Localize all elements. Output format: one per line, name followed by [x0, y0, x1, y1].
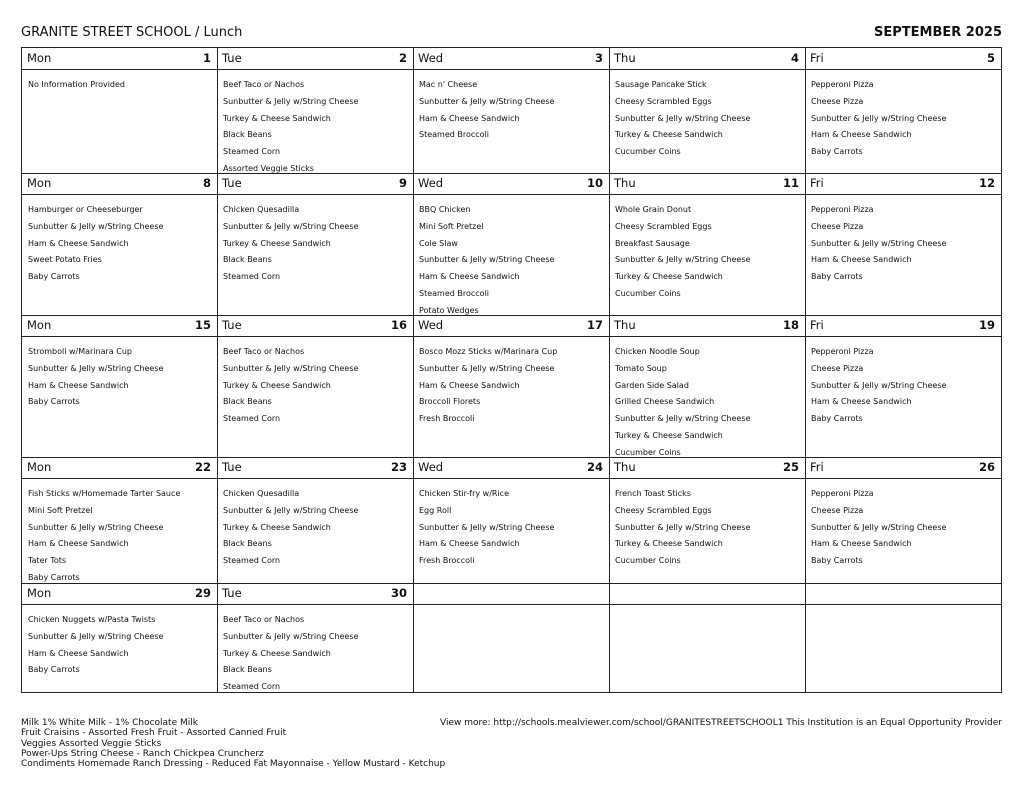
menu-item: Ham & Cheese Sandwich — [811, 397, 912, 407]
day-header — [609, 173, 805, 195]
menu-item: Chicken Noodle Soup — [615, 347, 700, 356]
menu-item: Sunbutter & Jelly w/String Cheese — [419, 255, 555, 265]
empty-cell — [805, 583, 1002, 693]
menu-item: Turkey & Cheese Sandwich — [223, 113, 331, 123]
day-header — [217, 457, 413, 479]
day-of-week: Mon — [27, 586, 52, 600]
menu-list — [609, 337, 805, 458]
day-header — [805, 173, 1001, 195]
day-header — [413, 457, 609, 479]
menu-item: Mini Soft Pretzel — [419, 221, 484, 231]
day-cell — [609, 47, 806, 174]
menu-item: Sunbutter & Jelly w/String Cheese — [419, 522, 555, 532]
menu-item: Turkey & Cheese Sandwich — [223, 648, 331, 658]
menu-item: Ham & Cheese Sandwich — [811, 255, 912, 265]
day-cell — [413, 315, 610, 458]
menu-item: Sunbutter & Jelly w/String Cheese — [223, 505, 359, 515]
menu-list — [22, 479, 217, 584]
menu-item: Pepperoni Pizza — [811, 80, 874, 89]
menu-item: Ham & Cheese Sandwich — [811, 130, 912, 140]
day-number: 25 — [782, 460, 799, 474]
footer-line: Veggies Assorted Veggie Sticks — [21, 738, 162, 749]
menu-item: Sunbutter & Jelly w/String Cheese — [811, 522, 947, 532]
empty-cell — [413, 583, 610, 693]
menu-item: Sunbutter & Jelly w/String Cheese — [223, 96, 359, 106]
menu-list — [805, 479, 1001, 570]
menu-item: Ham & Cheese Sandwich — [419, 539, 520, 549]
menu-item: Cheese Pizza — [811, 221, 864, 231]
menu-list — [217, 605, 413, 693]
menu-item: Sunbutter & Jelly w/String Cheese — [419, 96, 555, 106]
day-of-week: Mon — [27, 460, 52, 474]
menu-item: Cole Slaw — [419, 238, 458, 248]
menu-list — [413, 195, 609, 316]
day-of-week: Tue — [222, 586, 242, 600]
menu-item: Sunbutter & Jelly w/String Cheese — [615, 522, 751, 532]
menu-item: Ham & Cheese Sandwich — [419, 380, 520, 390]
day-header — [22, 583, 217, 605]
day-of-week: Mon — [27, 176, 52, 190]
day-number: 16 — [390, 318, 407, 332]
day-cell — [805, 457, 1002, 584]
day-cell — [217, 315, 414, 458]
day-cell — [21, 583, 218, 693]
menu-list — [805, 70, 1001, 161]
day-cell — [805, 47, 1002, 174]
menu-item: Sunbutter & Jelly w/String Cheese — [223, 631, 359, 641]
footer-line: Power-Ups String Cheese - Ranch Chickpea Cruncherz — [21, 748, 264, 759]
menu-item: Sunbutter & Jelly w/String Cheese — [223, 221, 359, 231]
day-header — [22, 315, 217, 337]
day-number: 1 — [202, 51, 211, 65]
menu-item: Cucumber Coins — [615, 447, 681, 457]
menu-list — [413, 70, 609, 144]
footer-line: Milk 1% White Milk - 1% Chocolate Milk — [21, 718, 198, 728]
menu-list — [22, 337, 217, 411]
menu-item: Turkey & Cheese Sandwich — [615, 430, 723, 440]
day-number: 19 — [978, 318, 995, 332]
menu-item: Black Beans — [223, 397, 272, 407]
day-header — [413, 173, 609, 195]
menu-item: Sausage Pancake Stick — [615, 80, 707, 89]
menu-item: Baby Carrots — [28, 572, 80, 582]
menu-item: Cheesy Scrambled Eggs — [615, 96, 712, 106]
menu-item: Assorted Veggie Sticks — [223, 163, 314, 173]
day-cell — [217, 583, 414, 693]
menu-item: Turkey & Cheese Sandwich — [615, 130, 723, 140]
day-number: 8 — [202, 176, 211, 190]
menu-item: Sunbutter & Jelly w/String Cheese — [28, 363, 164, 373]
menu-item: Pepperoni Pizza — [811, 347, 874, 356]
menu-list — [609, 70, 805, 161]
menu-item: Cucumber Coins — [615, 288, 681, 298]
day-of-week: Wed — [418, 51, 444, 65]
day-cell — [413, 47, 610, 174]
day-header — [413, 48, 609, 70]
day-of-week: Thu — [614, 51, 636, 65]
day-header — [805, 48, 1001, 70]
menu-item: No Information Provided — [28, 80, 125, 89]
day-of-week: Thu — [614, 318, 636, 332]
menu-item: Turkey & Cheese Sandwich — [615, 272, 723, 282]
menu-item: Sunbutter & Jelly w/String Cheese — [615, 414, 751, 424]
menu-item: Bosco Mozz Sticks w/Marinara Cup — [419, 347, 558, 356]
day-of-week: Wed — [418, 318, 444, 332]
day-header — [609, 457, 805, 479]
menu-item: Egg Roll — [419, 505, 452, 515]
menu-item: Sunbutter & Jelly w/String Cheese — [223, 363, 359, 373]
day-cell — [21, 173, 218, 316]
menu-item: Turkey & Cheese Sandwich — [223, 522, 331, 532]
menu-item: Turkey & Cheese Sandwich — [615, 539, 723, 549]
menu-item: Mini Soft Pretzel — [28, 505, 93, 515]
menu-list — [413, 337, 609, 428]
menu-item: Fresh Broccoli — [419, 556, 475, 566]
view-more-link[interactable]: View more: http://schools.mealviewer.com/school/GRANITESTREETSCHOOL1 This Institution is an Equal Opportunity Provider — [439, 718, 1002, 728]
menu-list — [22, 195, 217, 286]
day-number: 17 — [586, 318, 603, 332]
day-number: 26 — [978, 460, 995, 474]
menu-item: Cucumber Coins — [615, 147, 681, 157]
menu-item: Whole Grain Donut — [615, 205, 692, 214]
menu-item: Ham & Cheese Sandwich — [28, 380, 129, 390]
menu-item: Cheesy Scrambled Eggs — [615, 221, 712, 231]
footer-legend — [21, 718, 445, 769]
menu-item: Broccoli Florets — [419, 397, 481, 407]
menu-item: Beef Taco or Nachos — [223, 80, 305, 89]
menu-item: Sunbutter & Jelly w/String Cheese — [811, 380, 947, 390]
day-of-week: Wed — [418, 176, 444, 190]
menu-item: Black Beans — [223, 665, 272, 675]
day-header — [805, 315, 1001, 337]
menu-item: Beef Taco or Nachos — [223, 347, 305, 356]
menu-item: Cheesy Scrambled Eggs — [615, 505, 712, 515]
menu-item: Tater Tots — [28, 556, 67, 566]
day-cell — [21, 47, 218, 174]
day-header — [217, 583, 413, 605]
menu-item: Cheese Pizza — [811, 505, 864, 515]
day-of-week: Thu — [614, 176, 636, 190]
menu-item: Cucumber Coins — [615, 556, 681, 566]
day-header — [217, 48, 413, 70]
menu-list — [609, 195, 805, 303]
day-cell — [609, 457, 806, 584]
menu-item: Turkey & Cheese Sandwich — [223, 238, 331, 248]
day-header — [217, 315, 413, 337]
day-number: 30 — [390, 586, 407, 600]
menu-item: Ham & Cheese Sandwich — [28, 238, 129, 248]
empty-header — [805, 583, 1001, 605]
day-cell — [805, 173, 1002, 316]
menu-item: Baby Carrots — [28, 665, 80, 675]
empty-header — [413, 583, 609, 605]
day-of-week: Fri — [810, 51, 824, 65]
day-header — [609, 315, 805, 337]
day-of-week: Mon — [27, 51, 52, 65]
menu-item: Cheese Pizza — [811, 96, 864, 106]
menu-list — [805, 337, 1001, 428]
menu-item: Baby Carrots — [28, 272, 80, 282]
menu-item: French Toast Sticks — [615, 489, 691, 498]
menu-item: Baby Carrots — [811, 556, 863, 566]
menu-item: Mac n' Cheese — [419, 80, 478, 89]
menu-item: Chicken Quesadilla — [223, 205, 300, 214]
day-number: 24 — [586, 460, 603, 474]
empty-cell — [609, 583, 806, 693]
menu-item: Pepperoni Pizza — [811, 489, 874, 498]
day-number: 9 — [398, 176, 407, 190]
menu-item: Black Beans — [223, 255, 272, 265]
school-title: GRANITE STREET SCHOOL / Lunch — [21, 25, 243, 40]
day-cell — [805, 315, 1002, 458]
day-header — [217, 173, 413, 195]
menu-item: Sunbutter & Jelly w/String Cheese — [28, 631, 164, 641]
menu-item: Ham & Cheese Sandwich — [419, 272, 520, 282]
menu-item: Cheese Pizza — [811, 363, 864, 373]
day-of-week: Tue — [222, 460, 242, 474]
day-number: 10 — [586, 176, 603, 190]
month-title: SEPTEMBER 2025 — [874, 25, 1002, 40]
footer-line: Fruit Craisins - Assorted Fresh Fruit - Assorted Canned Fruit — [21, 728, 287, 739]
day-of-week: Fri — [810, 176, 824, 190]
menu-item: Sunbutter & Jelly w/String Cheese — [615, 255, 751, 265]
day-number: 11 — [782, 176, 799, 190]
day-cell — [217, 47, 414, 174]
menu-item: Steamed Broccoli — [419, 288, 490, 298]
menu-list — [805, 195, 1001, 286]
day-cell — [609, 315, 806, 458]
menu-item: Black Beans — [223, 130, 272, 140]
day-of-week: Mon — [27, 318, 52, 332]
menu-item: Chicken Stir-fry w/Rice — [419, 489, 509, 498]
menu-item: Ham & Cheese Sandwich — [28, 648, 129, 658]
day-of-week: Fri — [810, 460, 824, 474]
day-cell — [413, 173, 610, 316]
menu-item: Sunbutter & Jelly w/String Cheese — [811, 238, 947, 248]
menu-item: Sunbutter & Jelly w/String Cheese — [28, 221, 164, 231]
menu-item: Pepperoni Pizza — [811, 205, 874, 214]
menu-item: Steamed Corn — [223, 147, 281, 157]
menu-item: Steamed Corn — [223, 556, 281, 566]
menu-list — [22, 605, 217, 679]
day-number: 2 — [398, 51, 407, 65]
menu-list — [22, 70, 217, 94]
menu-item: Hamburger or Cheeseburger — [28, 205, 143, 214]
day-cell — [413, 457, 610, 584]
day-of-week: Wed — [418, 460, 444, 474]
day-of-week: Fri — [810, 318, 824, 332]
menu-item: Baby Carrots — [28, 397, 80, 407]
menu-list — [609, 479, 805, 570]
menu-list — [217, 479, 413, 570]
day-number: 29 — [194, 586, 211, 600]
menu-item: Baby Carrots — [811, 272, 863, 282]
day-header — [22, 457, 217, 479]
day-of-week: Tue — [222, 318, 242, 332]
menu-list — [217, 195, 413, 286]
menu-item: Steamed Corn — [223, 682, 281, 692]
footer-line: Condiments Homemade Ranch Dressing - Reduced Fat Mayonnaise - Yellow Mustard - Ketchup — [21, 759, 446, 770]
day-of-week: Tue — [222, 51, 242, 65]
menu-item: Garden Side Salad — [615, 380, 689, 390]
day-number: 22 — [194, 460, 211, 474]
menu-list — [413, 479, 609, 570]
day-of-week: Thu — [614, 460, 636, 474]
menu-item: Beef Taco or Nachos — [223, 615, 305, 624]
menu-item: Fresh Broccoli — [419, 414, 475, 424]
menu-item: Breakfast Sausage — [615, 238, 690, 248]
day-cell — [217, 173, 414, 316]
day-number: 18 — [782, 318, 799, 332]
menu-item: Sunbutter & Jelly w/String Cheese — [615, 113, 751, 123]
menu-item: Ham & Cheese Sandwich — [28, 539, 129, 549]
day-cell — [217, 457, 414, 584]
menu-item: Potato Wedges — [419, 305, 479, 315]
day-of-week: Tue — [222, 176, 242, 190]
menu-item: Baby Carrots — [811, 414, 863, 424]
day-cell — [609, 173, 806, 316]
menu-item: Steamed Corn — [223, 414, 281, 424]
menu-item: Sunbutter & Jelly w/String Cheese — [811, 113, 947, 123]
calendar-grid — [21, 47, 1002, 693]
menu-item: BBQ Chicken — [419, 205, 471, 214]
menu-list — [217, 70, 413, 174]
menu-item: Steamed Broccoli — [419, 130, 490, 140]
menu-item: Ham & Cheese Sandwich — [419, 113, 520, 123]
day-header — [22, 48, 217, 70]
menu-item: Turkey & Cheese Sandwich — [223, 380, 331, 390]
day-number: 15 — [194, 318, 211, 332]
menu-item: Ham & Cheese Sandwich — [811, 539, 912, 549]
day-header — [22, 173, 217, 195]
day-header — [413, 315, 609, 337]
day-number: 4 — [790, 51, 799, 65]
day-cell — [21, 315, 218, 458]
day-number: 12 — [978, 176, 995, 190]
menu-item: Sunbutter & Jelly w/String Cheese — [419, 363, 555, 373]
menu-item: Black Beans — [223, 539, 272, 549]
day-number: 3 — [594, 51, 603, 65]
day-number: 5 — [986, 51, 995, 65]
menu-item: Stromboli w/Marinara Cup — [28, 347, 132, 356]
menu-item: Sweet Potato Fries — [28, 255, 102, 265]
menu-item: Sunbutter & Jelly w/String Cheese — [28, 522, 164, 532]
day-header — [609, 48, 805, 70]
menu-item: Fish Sticks w/Homemade Tarter Sauce — [28, 489, 181, 498]
day-header — [805, 457, 1001, 479]
menu-item: Tomato Soup — [615, 363, 667, 373]
day-cell — [21, 457, 218, 584]
menu-item: Grilled Cheese Sandwich — [615, 397, 715, 407]
menu-item: Steamed Corn — [223, 272, 281, 282]
menu-list — [217, 337, 413, 428]
menu-item: Chicken Quesadilla — [223, 489, 300, 498]
menu-item: Baby Carrots — [811, 147, 863, 157]
menu-item: Chicken Nuggets w/Pasta Twists — [28, 615, 156, 624]
day-number: 23 — [390, 460, 407, 474]
empty-header — [609, 583, 805, 605]
